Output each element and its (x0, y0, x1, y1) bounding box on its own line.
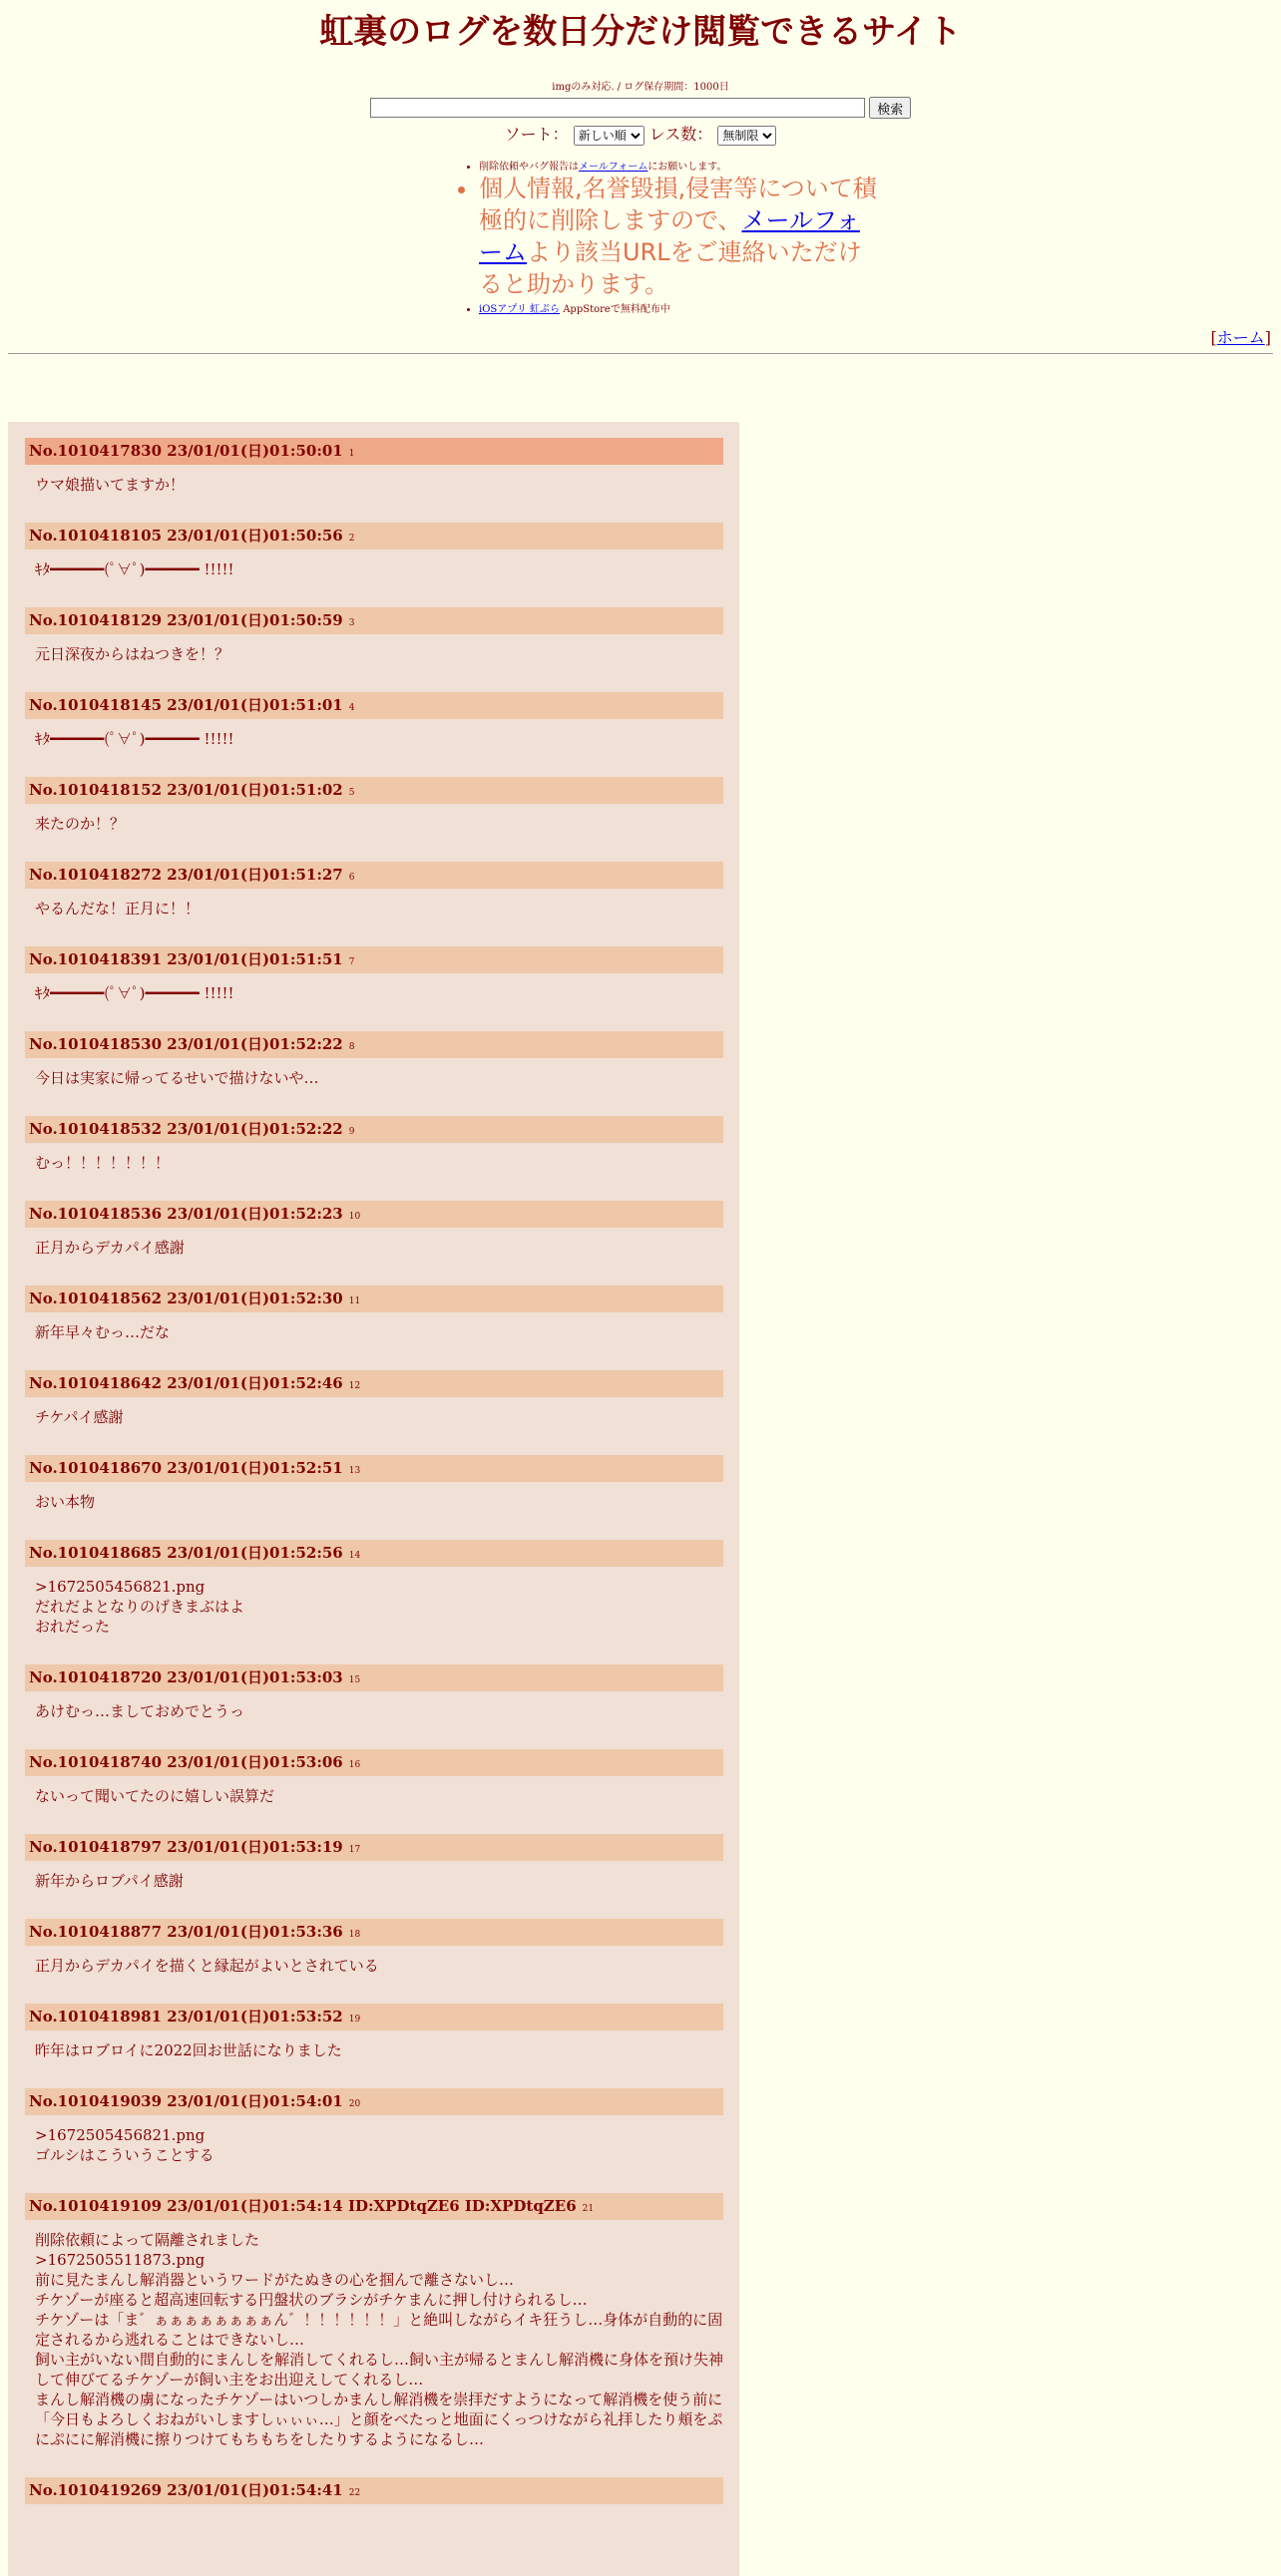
post-body (25, 1946, 723, 2004)
search-button[interactable]: 検索 (869, 97, 911, 119)
post-line: 新年からロブパイ感謝 (35, 1872, 184, 1890)
post-number-date: No.1010418877 23/01/01(日)01:53:36 (29, 1923, 343, 1941)
post-line: ウマ娘描いてますか！ (35, 476, 186, 494)
post (25, 523, 723, 607)
post-line: 削除依頼によって隔離されました (35, 2231, 260, 2249)
post-number-date: No.1010417830 23/01/01(日)01:50:01 (29, 442, 343, 460)
post-number-date: No.1010418685 23/01/01(日)01:52:56 (29, 1544, 343, 1562)
sort-label: ソート： (504, 125, 569, 144)
deletion-notice (479, 173, 878, 300)
post-line: 正月からデカパイ感謝 (35, 1239, 185, 1257)
post-index: 11 (348, 1296, 361, 1306)
post-line: やるんだな！正月に！！ (35, 900, 201, 918)
post-index: 15 (348, 1675, 361, 1685)
home-link[interactable]: ホーム (1216, 327, 1265, 347)
mail-form-link[interactable]: メールフォーム (579, 161, 648, 173)
bracket: ] (1264, 327, 1271, 347)
post-body (25, 1482, 723, 1540)
post (25, 692, 723, 777)
post-number-date: No.1010418536 23/01/01(日)01:52:23 (29, 1205, 343, 1223)
post-header (25, 946, 723, 973)
post-body (25, 465, 723, 523)
post-number-date: No.1010418145 23/01/01(日)01:51:01 (29, 696, 343, 714)
post-header (25, 1540, 723, 1567)
post-line: むっ！！！！！！！ (35, 1154, 171, 1172)
post-index: 3 (348, 618, 355, 628)
site-title: 虹裏のログを数日分だけ閲覧できるサイト (319, 12, 962, 52)
post (25, 438, 723, 523)
post (25, 1031, 723, 1116)
post-number-date: No.1010418562 23/01/01(日)01:52:30 (29, 1289, 343, 1307)
post-index: 1 (348, 449, 355, 459)
notice-text: にお願いします。 (647, 161, 727, 173)
post-index: 14 (348, 1551, 361, 1561)
post-index: 22 (348, 2488, 361, 2498)
search-input[interactable] (370, 98, 865, 118)
post-header (25, 1749, 723, 1776)
bracket: [ (1210, 327, 1217, 347)
post-number-date: No.1010418740 23/01/01(日)01:53:06 (29, 1753, 343, 1771)
post-line: ゴルシはこういうことする (35, 2146, 214, 2164)
post-body (25, 804, 723, 862)
post-body (25, 1312, 723, 1370)
post-line: >1672505511873.png (35, 2251, 206, 2269)
post-index: 8 (348, 1042, 355, 1052)
post-index: 16 (348, 1760, 361, 1770)
post (25, 1834, 723, 1919)
post-line: 前に見たまんし解消器というワードがたぬきの心を掴んで離さないし… (35, 2271, 515, 2289)
post-body (25, 1776, 723, 1834)
post-line: 今日は実家に帰ってるせいで描けないや… (35, 1069, 319, 1087)
post-number-date: No.1010418272 23/01/01(日)01:51:27 (29, 866, 343, 884)
post (25, 1540, 723, 1664)
post (25, 607, 723, 692)
post-line: ｷﾀ━━━━━━(ﾟ∀ﾟ)━━━━━━ !!!!! (35, 560, 234, 578)
post (25, 2088, 723, 2193)
post-number-date: No.1010418797 23/01/01(日)01:53:19 (29, 1838, 343, 1856)
sort-select[interactable] (574, 126, 644, 146)
post-line: チケゾーが座ると超高速回転する円盤状のブラシがチケまんに押し付けられるし… (35, 2291, 588, 2309)
post-body (25, 1397, 723, 1455)
post-index: 19 (348, 2015, 361, 2024)
post-header (25, 777, 723, 804)
post-index: 4 (348, 703, 355, 713)
post (25, 1455, 723, 1540)
post (25, 777, 723, 862)
post-header (25, 523, 723, 550)
post-number-date: No.1010418720 23/01/01(日)01:53:03 (29, 1668, 343, 1686)
post-index: 9 (348, 1127, 355, 1137)
notice-text: 個人情報,名誉毀損,侵害等について積極的に削除しますので、 (479, 174, 877, 234)
post-index: 7 (348, 957, 355, 967)
post-header (25, 1834, 723, 1861)
post-line: 元日深夜からはねつきを！？ (35, 645, 230, 663)
res-count-select[interactable] (717, 126, 776, 146)
post (25, 2193, 723, 2477)
post-number-date: No.1010419269 23/01/01(日)01:54:41 (29, 2481, 343, 2499)
post-line: ないって聞いてたのに嬉しい誤算だ (35, 1787, 275, 1805)
post-body (25, 719, 723, 777)
post-header (25, 2088, 723, 2115)
post (25, 1201, 723, 1286)
post-number-date: No.1010418129 23/01/01(日)01:50:59 (29, 611, 343, 629)
post (25, 946, 723, 1031)
post (25, 2004, 723, 2088)
post-body (25, 1861, 723, 1919)
post-line: だれだよとなりのげきまぶはよ (35, 1598, 245, 1616)
post-body (25, 973, 723, 1031)
post-header (25, 1031, 723, 1058)
divider (8, 353, 1273, 354)
post-header (25, 1370, 723, 1397)
post-line: 来たのか！？ (35, 815, 126, 833)
post (25, 2477, 723, 2542)
post-line: 正月からデカパイを描くと縁起がよいとされている (35, 1957, 379, 1975)
post-number-date: No.1010418670 23/01/01(日)01:52:51 (29, 1459, 343, 1477)
post-line: ｷﾀ━━━━━━(ﾟ∀ﾟ)━━━━━━ !!!!! (35, 730, 234, 748)
post-line: あけむっ…ましておめでとうっ (35, 1702, 245, 1720)
search-form (0, 97, 1281, 119)
post-index: 6 (348, 873, 355, 883)
post-header (25, 1286, 723, 1312)
post-line: チケパイ感謝 (35, 1408, 124, 1426)
post-body (25, 634, 723, 692)
post-body (25, 2115, 723, 2193)
post-number-date: No.1010419039 23/01/01(日)01:54:01 (29, 2092, 343, 2110)
post-header (25, 607, 723, 634)
post-index: 10 (348, 1212, 361, 1222)
post-number-date: No.1010418105 23/01/01(日)01:50:56 (29, 527, 343, 545)
post-header (25, 438, 723, 465)
post-body (25, 1228, 723, 1286)
post-line: 新年早々むっ…だな (35, 1323, 171, 1341)
post (25, 1370, 723, 1455)
post-body (25, 1691, 723, 1749)
post-index: 5 (348, 788, 355, 798)
post-index: 21 (582, 2204, 595, 2214)
post-line: おれだった (35, 1618, 111, 1636)
ios-app-link[interactable]: iOSアプリ 虹ぷら (479, 303, 561, 315)
post-header (25, 1664, 723, 1691)
post-number-date: No.1010418391 23/01/01(日)01:51:51 (29, 950, 343, 968)
post-number-date: No.1010418530 23/01/01(日)01:52:22 (29, 1035, 343, 1053)
notice-item (479, 158, 878, 173)
post-body (25, 2504, 723, 2542)
post-line: チケゾーは「ま゛ぁぁぁぁぁぁぁぁん゛！！！！！！」と絶叫しながらイキ狂うし…身体が自動的に固定されるから逃れることはできないし… (35, 2311, 723, 2349)
post-body (25, 550, 723, 607)
post-header (25, 1201, 723, 1228)
post-header (25, 2477, 723, 2504)
res-count-label: レス数： (648, 125, 713, 144)
post-header (25, 1116, 723, 1143)
notice-text: 削除依頼やバグ報告は (479, 161, 579, 173)
post-index: 2 (348, 534, 355, 544)
post (25, 1664, 723, 1749)
post-header (25, 1919, 723, 1946)
post-body (25, 1058, 723, 1116)
post-number-date: No.1010418152 23/01/01(日)01:51:02 (29, 781, 343, 799)
post-body (25, 1143, 723, 1201)
site-info: imgのみ対応. / ログ保存期間：1000日 (552, 82, 729, 93)
post-header (25, 2193, 723, 2220)
sort-row (0, 122, 1281, 146)
thread (8, 422, 739, 2576)
post-number-date: No.1010419109 23/01/01(日)01:54:14 ID:XPDtqZE6 ID:XPDtqZE6 (29, 2197, 577, 2215)
post-header (25, 1455, 723, 1482)
notice-text: より該当URLをご連絡いただけると助かります。 (479, 237, 862, 298)
post (25, 1286, 723, 1370)
post-index: 17 (348, 1845, 361, 1855)
post (25, 1749, 723, 1834)
post-body (25, 2220, 723, 2477)
home-nav (0, 325, 1281, 348)
post-index: 13 (348, 1466, 361, 1476)
post-body (25, 889, 723, 946)
notice-item (479, 300, 878, 315)
notice-text: AppStoreで無料配布中 (560, 303, 670, 315)
post-index: 12 (348, 1381, 361, 1391)
post-line: ｷﾀ━━━━━━(ﾟ∀ﾟ)━━━━━━ !!!!! (35, 984, 234, 1002)
post-body (25, 1567, 723, 1664)
post-body (25, 2030, 723, 2088)
post-number-date: No.1010418981 23/01/01(日)01:53:52 (29, 2008, 343, 2025)
post-line: >1672505456821.png (35, 2126, 206, 2144)
post (25, 1116, 723, 1201)
post-index: 20 (348, 2099, 361, 2109)
post-number-date: No.1010418532 23/01/01(日)01:52:22 (29, 1120, 343, 1138)
post-line: 飼い主がいない間自動的にまんしを解消してくれるし…飼い主が帰るとまんし解消機に身体を預け失神して伸びてるチケゾーが飼い主をお出迎えしてくれるし… (35, 2351, 724, 2389)
post-header (25, 2004, 723, 2030)
post-line: >1672505456821.png (35, 1578, 206, 1596)
post (25, 1919, 723, 2004)
post-line: まんし解消機の虜になったチケゾーはいつしかまんし解消機を崇拝だすようになって解消機を使う前に「今日もよろしくおねがいしますしぃぃぃ…」と顔をべたっと地面にくっつけながら礼拝したり頬をぷにぷにに解消機に擦りつけてもちもちをしたりするようになるし… (35, 2391, 723, 2448)
post-line: おい本物 (35, 1493, 96, 1511)
post-index: 18 (348, 1930, 361, 1940)
post-line: 昨年はロブロイに2022回お世話になりました (35, 2041, 342, 2059)
post (25, 862, 723, 946)
post-header (25, 692, 723, 719)
post-number-date: No.1010418642 23/01/01(日)01:52:46 (29, 1374, 343, 1392)
notice-list (459, 158, 878, 315)
post-header (25, 862, 723, 889)
mail-form-link[interactable]: メールフォーム (479, 205, 860, 266)
